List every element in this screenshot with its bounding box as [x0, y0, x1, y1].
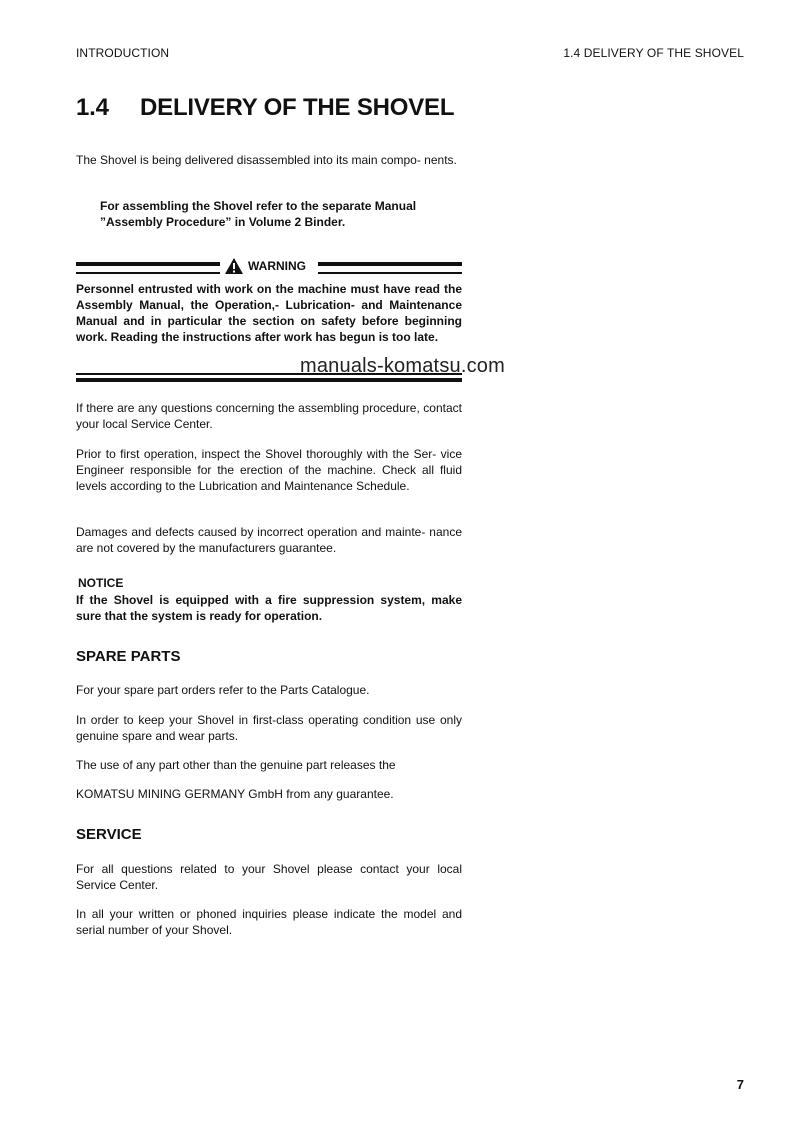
warning-rule-right	[318, 262, 462, 274]
warning-rule-left	[76, 262, 220, 274]
section-number: 1.4	[76, 94, 109, 121]
spare-parts-paragraph-3: The use of any part other than the genuine part releases the	[76, 758, 396, 772]
warning-triangle-icon	[224, 257, 244, 275]
section-title	[76, 94, 454, 122]
warning-text: Personnel entrusted with work on the machine must have read the Assembly Manual, the Operation,- Lubrication- and Maintenance Manual and in particular the section on safety before beginning work. Reading the instructions after work has begun is too late.	[76, 282, 462, 344]
spare-parts-paragraph-1: For your spare part orders refer to the Parts Catalogue.	[76, 683, 370, 697]
service-heading: SERVICE	[76, 826, 142, 843]
warning-label	[224, 257, 306, 275]
intro-paragraph: The Shovel is being delivered disassembled into its main compo- nents.	[76, 153, 457, 167]
running-header-right: 1.4 DELIVERY OF THE SHOVEL	[563, 46, 744, 60]
spare-parts-heading: SPARE PARTS	[76, 648, 181, 665]
running-header-left: INTRODUCTION	[76, 46, 170, 60]
warning-label-text: WARNING	[248, 259, 306, 273]
notice-label: NOTICE	[78, 576, 124, 590]
inspection-paragraph: Prior to first operation, inspect the Shovel thoroughly with the Ser- vice Engineer responsible for the erection of the machine. Check all fluid levels according to the Lubrication and Maintenance Schedule.	[76, 447, 462, 493]
questions-paragraph: If there are any questions concerning the assembling procedure, contact your local Service Center.	[76, 401, 462, 431]
notice-text: If the Shovel is equipped with a fire suppression system, make sure that the system is ready for operation.	[76, 593, 462, 623]
service-paragraph-1: For all questions related to your Shovel please contact your local Service Center.	[76, 862, 462, 892]
spare-parts-paragraph-2: In order to keep your Shovel in first-class operating condition use only genuine spare and wear parts.	[76, 713, 462, 743]
watermark: manuals-komatsu.com	[300, 355, 505, 377]
page-number: 7	[736, 1077, 744, 1092]
section-title-text: DELIVERY OF THE SHOVEL	[140, 94, 455, 121]
service-paragraph-2: In all your written or phoned inquiries please indicate the model and serial number of your Shovel.	[76, 907, 462, 937]
assembly-note: For assembling the Shovel refer to the separate Manual ”Assembly Procedure” in Volume 2 Binder.	[100, 199, 417, 229]
guarantee-paragraph: Damages and defects caused by incorrect operation and mainte- nance are not covered by the manufacturers guarantee.	[76, 525, 462, 555]
spare-parts-paragraph-4: KOMATSU MINING GERMANY GmbH from any guarantee.	[76, 787, 394, 801]
